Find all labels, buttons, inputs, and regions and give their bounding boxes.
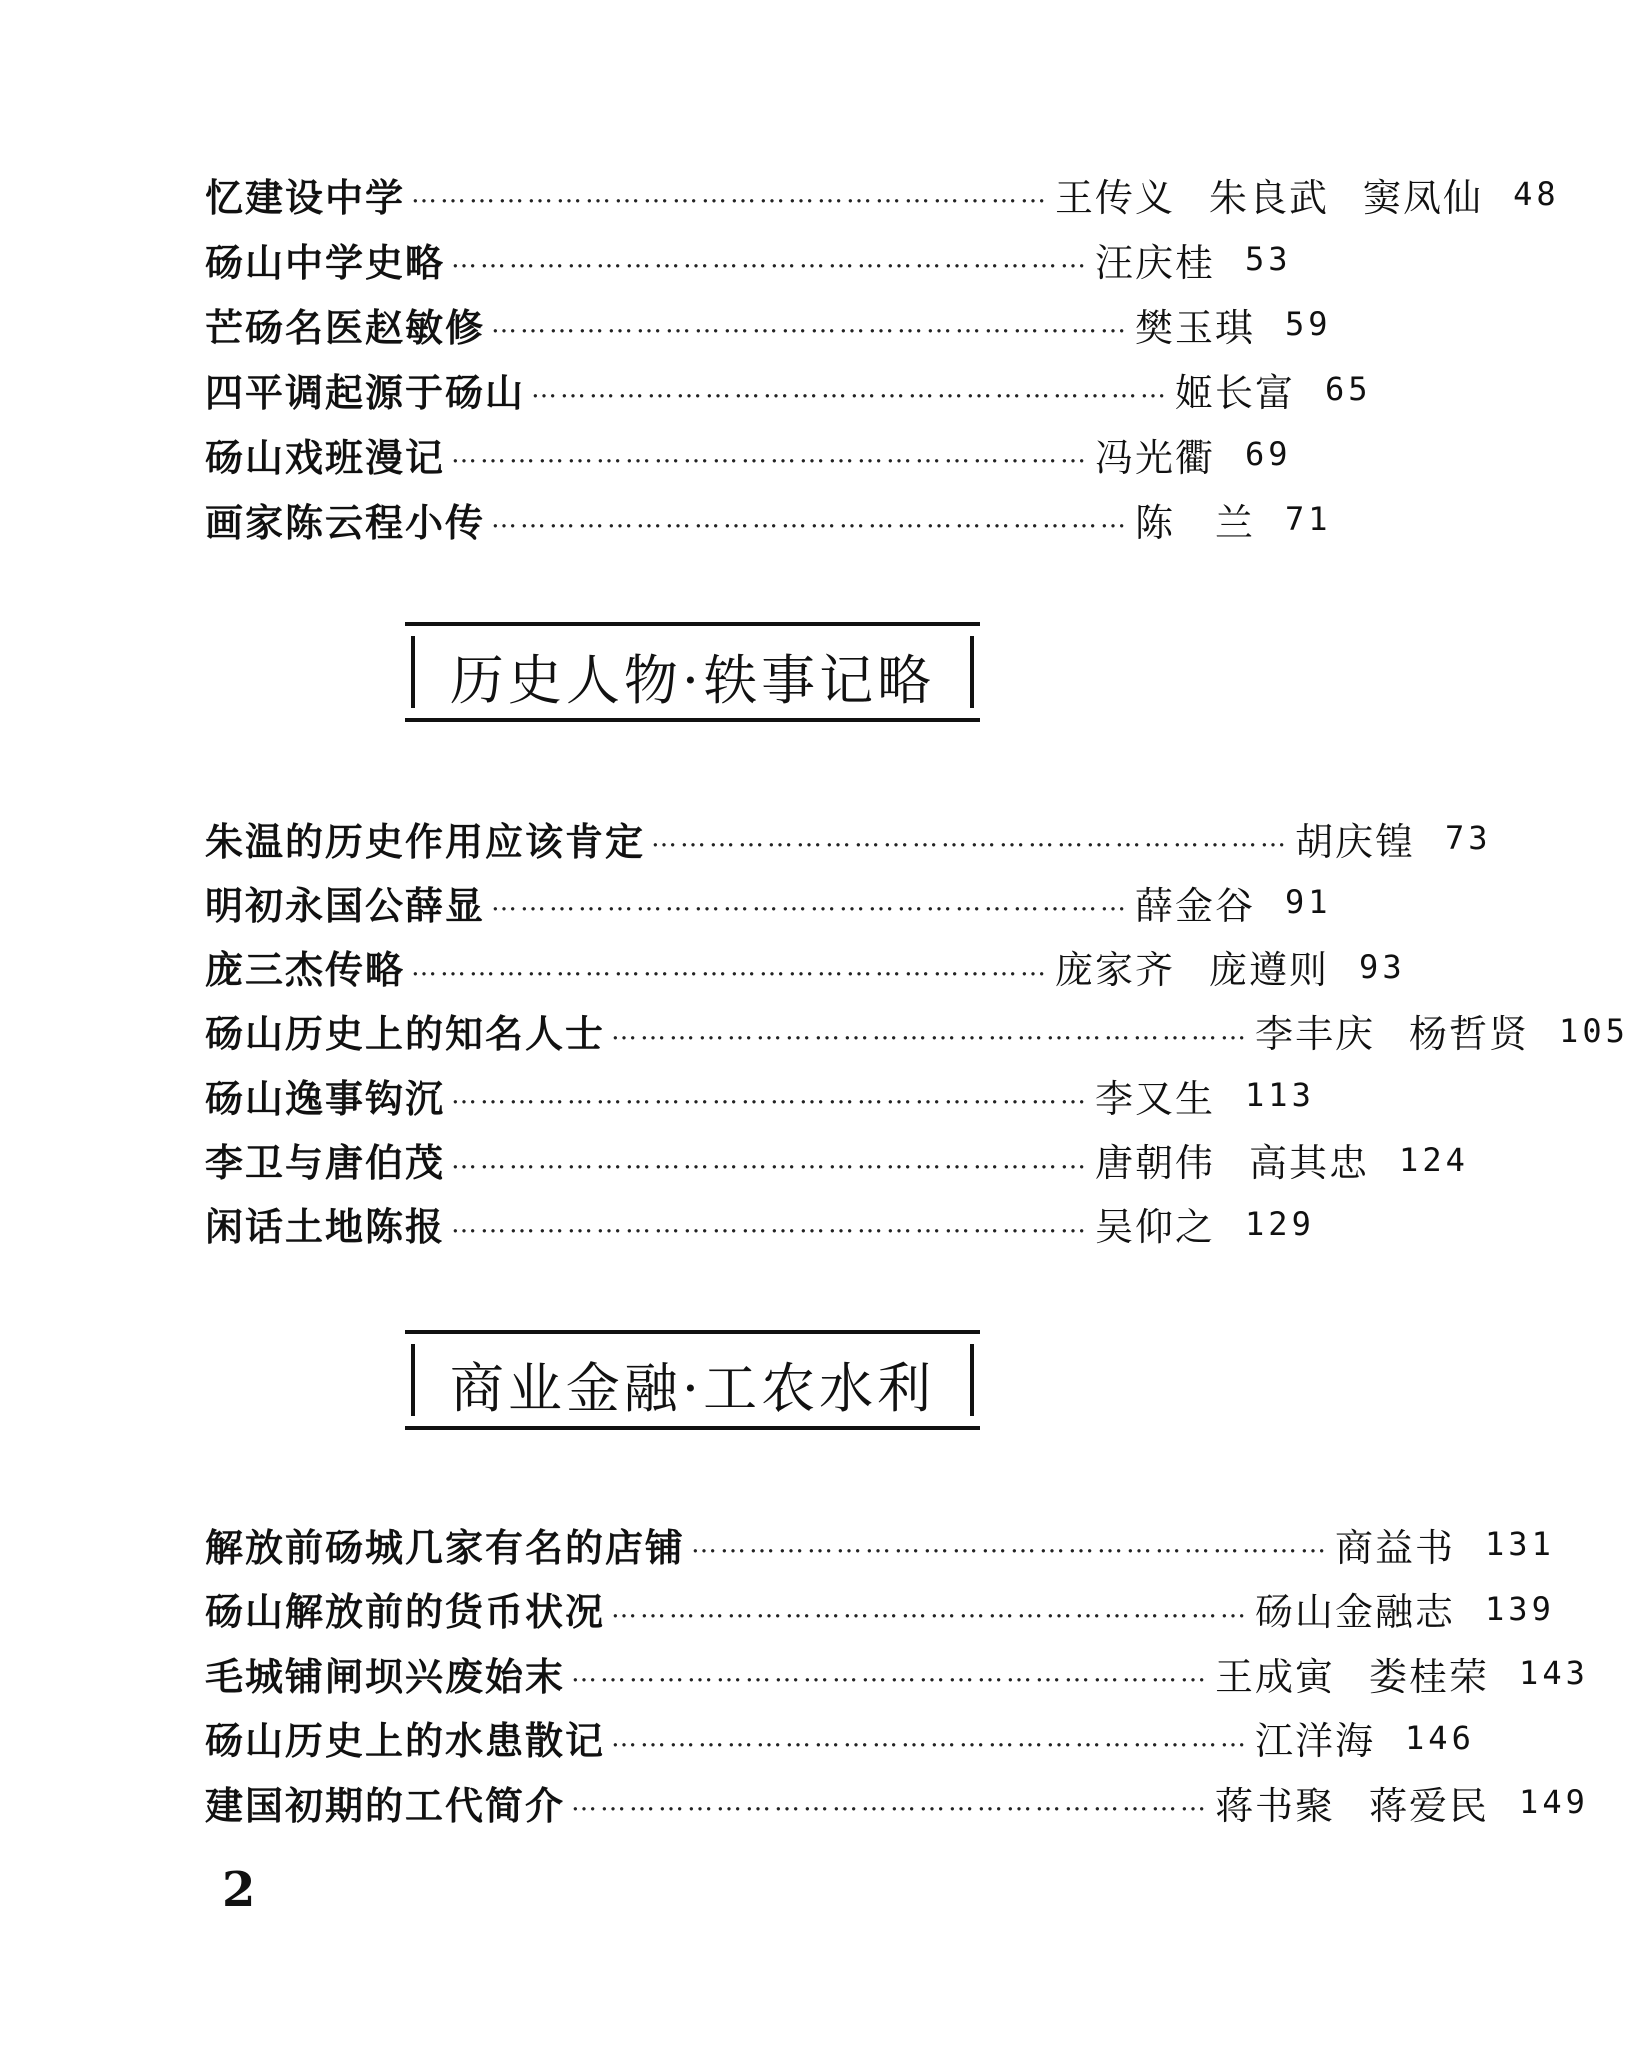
author-name: 窦凤仙: [1363, 175, 1484, 220]
entry-authors: [1335, 1517, 1455, 1572]
toc-entry: [205, 1196, 1315, 1252]
entry-title: 明初永国公薛显: [205, 882, 486, 928]
entry-title: 砀山历史上的知名人士: [205, 1011, 606, 1057]
entry-authors: [1175, 362, 1295, 417]
author-name: 李丰庆: [1255, 1012, 1376, 1057]
entry-page-number: 105: [1559, 1011, 1629, 1050]
toc-entry: [205, 939, 1406, 995]
section-heading: 商业金融·工农水利: [449, 1357, 936, 1420]
entry-authors: [1255, 1003, 1529, 1058]
entry-authors: [1055, 167, 1483, 222]
entry-page-number: 139: [1485, 1589, 1555, 1628]
entry-page-number: 131: [1485, 1525, 1555, 1563]
author-name: 庞家齐: [1055, 948, 1176, 993]
toc-entry: [205, 1003, 1629, 1059]
author-name: 薛金谷: [1135, 883, 1256, 928]
dot-leader: …………………………………………………………: [531, 374, 1170, 404]
author-name: 庞遵则: [1209, 948, 1330, 993]
entry-title: 庞三杰传略: [205, 947, 406, 993]
toc-entry: [205, 1645, 1589, 1701]
dot-leader: …………………………………………………………: [451, 1208, 1090, 1239]
dot-leader: …………………………………………………………: [411, 179, 1050, 209]
section-heading-box: [405, 1330, 980, 1430]
entry-title: 砀山戏班漫记: [205, 434, 446, 480]
entry-authors: [1135, 297, 1255, 352]
entry-page-number: 48: [1513, 175, 1560, 213]
author-name: 杨哲贤: [1409, 1012, 1530, 1057]
dot-leader: …………………………………………………………: [491, 504, 1130, 534]
author-name: 王成寅: [1215, 1654, 1336, 1699]
box-top-rule: [405, 622, 980, 626]
entry-title: 解放前砀城几家有名的店铺: [205, 1524, 686, 1570]
entry-authors: [1135, 875, 1255, 930]
author-name: 樊玉琪: [1135, 305, 1256, 350]
page-number: 2: [222, 1862, 256, 1918]
dot-leader: …………………………………………………………: [491, 309, 1130, 339]
entry-title: 砀山解放前的货币状况: [205, 1589, 606, 1634]
entry-authors: [1095, 1196, 1215, 1251]
toc-entry: [205, 1516, 1555, 1572]
box-bottom-rule: [405, 718, 980, 722]
entry-page-number: 69: [1245, 435, 1292, 473]
dot-leader: …………………………………………………………: [611, 1593, 1250, 1624]
dot-leader: …………………………………………………………: [611, 1722, 1250, 1753]
entry-page-number: 129: [1245, 1204, 1315, 1243]
entry-title: 李卫与唐伯茂: [205, 1140, 446, 1185]
entry-title: 芒砀名医赵敏修: [205, 304, 486, 350]
entry-title: 画家陈云程小传: [205, 499, 486, 545]
box-top-rule: [405, 1330, 980, 1334]
entry-authors: [1215, 1646, 1489, 1701]
dot-leader: …………………………………………………………: [571, 1658, 1210, 1688]
toc-entry: [205, 166, 1560, 222]
entry-title: 四平调起源于砀山: [205, 369, 526, 415]
author-name: 吴仰之: [1095, 1205, 1216, 1250]
toc-entry: [205, 1774, 1589, 1830]
author-name: 李又生: [1095, 1076, 1216, 1121]
dot-leader: …………………………………………………………: [491, 887, 1130, 918]
entry-title: 砀山逸事钩沉: [205, 1075, 446, 1121]
entry-title: 闲话土地陈报: [205, 1204, 446, 1250]
entry-page-number: 143: [1519, 1654, 1589, 1692]
author-name: 蒋爱民: [1369, 1783, 1490, 1828]
entry-authors: [1055, 939, 1329, 994]
entry-authors: [1295, 811, 1415, 866]
dot-leader: …………………………………………………………: [451, 1080, 1090, 1111]
author-name: 娄桂荣: [1369, 1654, 1490, 1699]
toc-entry: [205, 296, 1332, 352]
author-name: 江洋海: [1255, 1719, 1376, 1763]
author-name: 王传义: [1055, 175, 1176, 220]
entry-authors: [1135, 492, 1255, 547]
dot-leader: …………………………………………………………: [451, 244, 1090, 274]
toc-entry: [205, 361, 1372, 417]
dot-leader: …………………………………………………………: [411, 951, 1050, 982]
entry-authors: [1255, 1710, 1375, 1765]
author-name: 姬长富: [1175, 370, 1296, 415]
entry-title: 忆建设中学: [205, 174, 406, 220]
entry-authors: [1095, 427, 1215, 482]
entry-title: 建国初期的工代简介: [205, 1782, 566, 1828]
entry-authors: [1095, 232, 1215, 287]
author-name: 陈 兰: [1135, 500, 1256, 545]
author-name: 胡庆锽: [1295, 819, 1416, 864]
section-heading-box: [405, 622, 980, 722]
author-name: 高其忠: [1249, 1141, 1370, 1185]
entry-page-number: 124: [1399, 1140, 1469, 1179]
entry-page-number: 71: [1285, 500, 1332, 538]
toc-entry: [205, 231, 1292, 287]
entry-title: 砀山历史上的水患散记: [205, 1718, 606, 1763]
section-heading: 历史人物·轶事记略: [449, 649, 936, 712]
entry-page-number: 93: [1359, 947, 1406, 986]
entry-authors: [1095, 1068, 1215, 1123]
dot-leader: …………………………………………………………: [651, 823, 1290, 853]
entry-title: 朱温的历史作用应该肯定: [205, 818, 646, 864]
toc-entry: [205, 491, 1332, 547]
entry-authors: [1095, 1132, 1369, 1187]
toc-entry: [205, 1132, 1469, 1188]
toc-entry: [205, 426, 1292, 482]
author-name: 冯光衢: [1095, 435, 1216, 480]
entry-page-number: 149: [1519, 1783, 1589, 1821]
dot-leader: …………………………………………………………: [571, 1787, 1210, 1817]
entry-page-number: 73: [1445, 819, 1492, 857]
author-name: 唐朝伟: [1095, 1141, 1216, 1185]
entry-page-number: 65: [1325, 370, 1372, 408]
box-bottom-rule: [405, 1426, 980, 1430]
entry-page-number: 146: [1405, 1718, 1475, 1757]
entry-page-number: 53: [1245, 240, 1292, 278]
toc-entry: [205, 1581, 1555, 1637]
entry-title: 砀山中学史略: [205, 239, 446, 285]
entry-page-number: 113: [1245, 1076, 1315, 1115]
dot-leader: …………………………………………………………: [451, 439, 1090, 469]
author-name: 朱良武: [1209, 175, 1330, 220]
entry-authors: [1215, 1775, 1489, 1830]
entry-page-number: 91: [1285, 883, 1332, 922]
dot-leader: …………………………………………………………: [451, 1144, 1090, 1175]
dot-leader: …………………………………………………………: [691, 1529, 1330, 1559]
toc-entry: [205, 810, 1492, 866]
author-name: 商益书: [1335, 1525, 1456, 1570]
toc-entry: [205, 874, 1332, 930]
author-name: 砀山金融志: [1255, 1590, 1456, 1634]
entry-title: 毛城铺闸坝兴废始末: [205, 1653, 566, 1699]
author-name: 汪庆桂: [1095, 240, 1216, 285]
entry-authors: [1255, 1581, 1455, 1636]
dot-leader: …………………………………………………………: [611, 1015, 1250, 1046]
toc-entry: [205, 1710, 1475, 1766]
toc-entry: [205, 1067, 1315, 1123]
author-name: 蒋书聚: [1215, 1783, 1336, 1828]
entry-page-number: 59: [1285, 305, 1332, 343]
